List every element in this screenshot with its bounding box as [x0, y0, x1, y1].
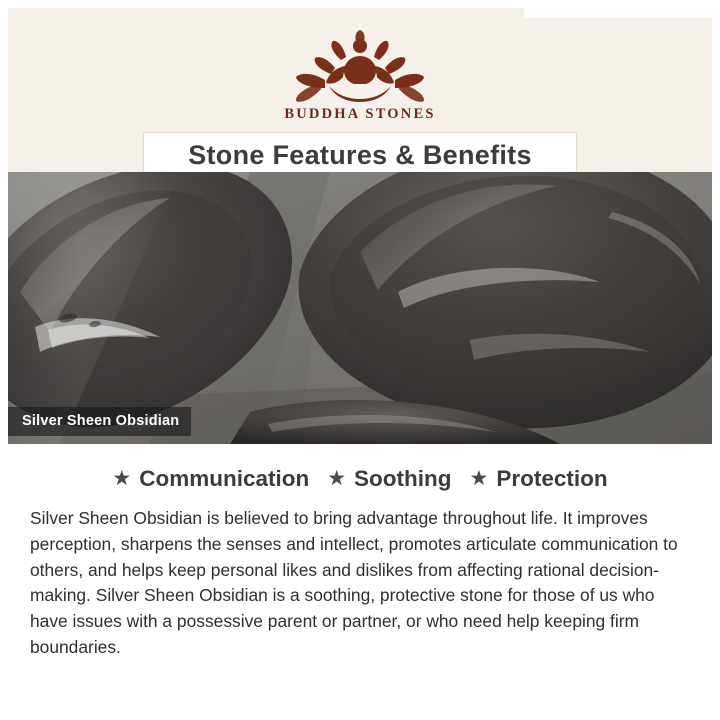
- description-paragraph: Silver Sheen Obsidian is believed to bring advantage throughout life. It improves perception, sharpens the senses and intellect, promotes articulate communication to others, and helps keep personal likes and dislikes from affecting rational decision-making. Silver Sheen Obsidian is a soothing, protective stone for those of us who have issues with a possessive parent or partner, or who need help keeping firm boundaries.: [30, 508, 678, 657]
- lotus-meditation-icon: [8, 30, 712, 102]
- brand-name: BUDDHA STONES: [284, 106, 436, 122]
- benefit-item-communication: [112, 466, 309, 492]
- star-icon: ★: [469, 466, 489, 490]
- benefit-item-soothing: [327, 466, 451, 492]
- frame-left-edge: [0, 0, 8, 720]
- card-header: [8, 8, 712, 172]
- page-title: Stone Features & Benefits: [188, 139, 532, 170]
- frame-top-right-notch: [524, 0, 720, 18]
- frame-bottom-edge: [0, 688, 720, 720]
- star-icon: ★: [327, 466, 347, 490]
- photo-caption: Silver Sheen Obsidian: [8, 407, 191, 436]
- star-icon: ★: [112, 466, 132, 490]
- benefits-list: [8, 466, 712, 492]
- benefit-label: Soothing: [354, 466, 452, 491]
- frame-right-edge: [712, 0, 720, 720]
- benefit-item-protection: [470, 466, 608, 492]
- benefit-label: Communication: [139, 466, 310, 491]
- benefits-panel: [8, 444, 712, 712]
- benefit-label: Protection: [496, 466, 608, 491]
- brand-logo: [8, 30, 712, 123]
- obsidian-stones-photo: [0, 172, 720, 444]
